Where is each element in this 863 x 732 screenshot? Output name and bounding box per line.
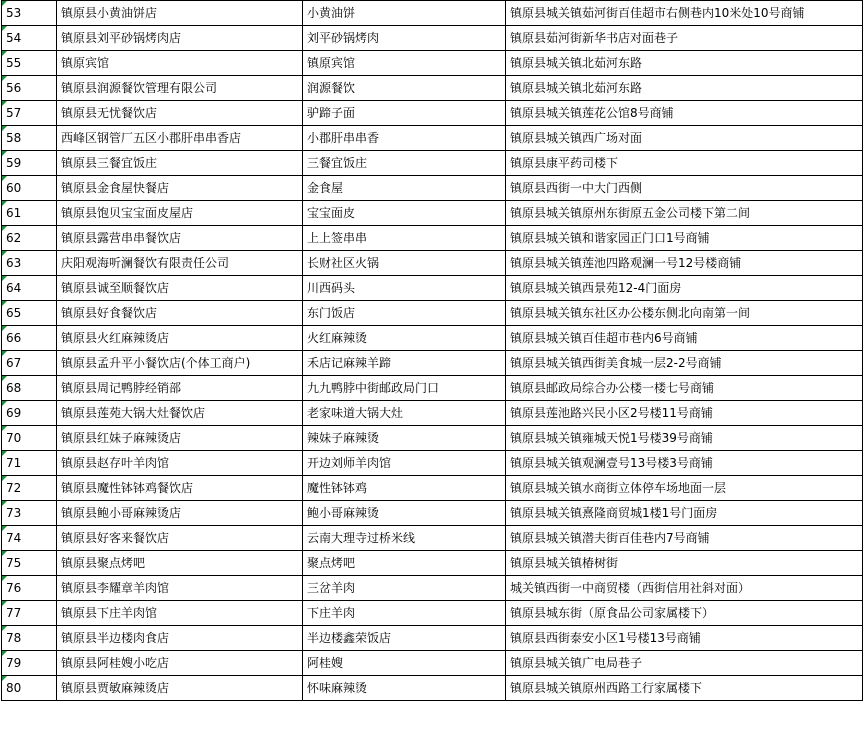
business-name-cell[interactable]: 镇原县魔性钵钵鸡餐饮店: [57, 476, 303, 501]
row-number-cell[interactable]: 60: [2, 176, 57, 201]
brand-name-cell[interactable]: 川西码头: [303, 276, 506, 301]
table-row: [2, 301, 863, 326]
row-number-cell[interactable]: 70: [2, 426, 57, 451]
brand-name-cell[interactable]: 宝宝面皮: [303, 201, 506, 226]
row-number-cell[interactable]: 72: [2, 476, 57, 501]
row-number-cell[interactable]: 74: [2, 526, 57, 551]
brand-name-cell[interactable]: 下庄羊肉: [303, 601, 506, 626]
address-cell[interactable]: 镇原县城关镇原州东街原五金公司楼下第二间: [506, 201, 863, 226]
row-number-cell[interactable]: 66: [2, 326, 57, 351]
business-name-cell[interactable]: 镇原县赵存叶羊肉馆: [57, 451, 303, 476]
business-name-cell[interactable]: 镇原县饱贝宝宝面皮屋店: [57, 201, 303, 226]
brand-name-cell[interactable]: 禾店记麻辣羊蹄: [303, 351, 506, 376]
business-name-cell[interactable]: 镇原县聚点烤吧: [57, 551, 303, 576]
brand-name-cell[interactable]: 刘平砂锅烤肉: [303, 26, 506, 51]
brand-name-cell[interactable]: 长财社区火锅: [303, 251, 506, 276]
brand-name-cell[interactable]: 半边楼鑫荣饭店: [303, 626, 506, 651]
table-row: [2, 276, 863, 301]
business-name-cell[interactable]: 镇原县鲍小哥麻辣烫店: [57, 501, 303, 526]
row-number-cell[interactable]: 73: [2, 501, 57, 526]
address-cell[interactable]: 镇原县城关镇熹隆商贸城1楼1号门面房: [506, 501, 863, 526]
business-name-cell[interactable]: 镇原县无忧餐饮店: [57, 101, 303, 126]
table-row: [2, 676, 863, 701]
address-cell[interactable]: 镇原县城关镇西广场对面: [506, 126, 863, 151]
business-name-cell[interactable]: 镇原宾馆: [57, 51, 303, 76]
business-name-cell[interactable]: 镇原县贾敏麻辣烫店: [57, 676, 303, 701]
table-row: [2, 1, 863, 26]
address-cell[interactable]: 镇原县城关镇北茹河东路: [506, 76, 863, 101]
table-row: [2, 176, 863, 201]
business-name-cell[interactable]: 镇原县孟升平小餐饮店(个体工商户): [57, 351, 303, 376]
brand-name-cell[interactable]: 上上签串串: [303, 226, 506, 251]
row-number-cell[interactable]: 53: [2, 1, 57, 26]
brand-name-cell[interactable]: 驴蹄子面: [303, 101, 506, 126]
brand-name-cell[interactable]: 小黄油饼: [303, 1, 506, 26]
brand-name-cell[interactable]: 三餐宜饭庄: [303, 151, 506, 176]
table-row: [2, 601, 863, 626]
address-cell[interactable]: 镇原县城关镇观澜壹号13号楼3号商铺: [506, 451, 863, 476]
table-row: [2, 401, 863, 426]
table-row: [2, 101, 863, 126]
table-row: [2, 51, 863, 76]
brand-name-cell[interactable]: 老家味道大锅大灶: [303, 401, 506, 426]
brand-name-cell[interactable]: 开边刘师羊肉馆: [303, 451, 506, 476]
row-number-cell[interactable]: 56: [2, 76, 57, 101]
row-number-cell[interactable]: 67: [2, 351, 57, 376]
row-number-cell[interactable]: 58: [2, 126, 57, 151]
table-row: [2, 426, 863, 451]
business-name-cell[interactable]: 镇原县润源餐饮管理有限公司: [57, 76, 303, 101]
row-number-cell[interactable]: 77: [2, 601, 57, 626]
table-row: [2, 26, 863, 51]
row-number-cell[interactable]: 59: [2, 151, 57, 176]
row-number-cell[interactable]: 76: [2, 576, 57, 601]
table-row: [2, 651, 863, 676]
address-cell[interactable]: 镇原县城关镇广电局巷子: [506, 651, 863, 676]
brand-name-cell[interactable]: 金食屋: [303, 176, 506, 201]
address-cell[interactable]: 镇原县城关镇潜夫街百佳巷内7号商铺: [506, 526, 863, 551]
row-number-cell[interactable]: 71: [2, 451, 57, 476]
row-number-cell[interactable]: 79: [2, 651, 57, 676]
business-name-cell[interactable]: 庆阳观海听澜餐饮有限责任公司: [57, 251, 303, 276]
business-name-cell[interactable]: 镇原县下庄羊肉馆: [57, 601, 303, 626]
business-name-cell[interactable]: 镇原县红妹子麻辣烫店: [57, 426, 303, 451]
business-name-cell[interactable]: 镇原县小黄油饼店: [57, 1, 303, 26]
row-number-cell[interactable]: 54: [2, 26, 57, 51]
brand-name-cell[interactable]: 火红麻辣烫: [303, 326, 506, 351]
business-name-cell[interactable]: 镇原县好客来餐饮店: [57, 526, 303, 551]
address-cell[interactable]: 镇原县城东街（原食品公司家属楼下）: [506, 601, 863, 626]
business-name-cell[interactable]: 镇原县阿桂嫂小吃店: [57, 651, 303, 676]
business-name-cell[interactable]: 镇原县露营串串餐饮店: [57, 226, 303, 251]
address-cell[interactable]: 镇原县邮政局综合办公楼一楼七号商铺: [506, 376, 863, 401]
business-name-cell[interactable]: 镇原县李耀章羊肉馆: [57, 576, 303, 601]
address-cell[interactable]: 镇原县城关镇西景苑12-4门面房: [506, 276, 863, 301]
business-name-cell[interactable]: 镇原县周记鸭脖经销部: [57, 376, 303, 401]
table-row: [2, 226, 863, 251]
brand-name-cell[interactable]: 九九鸭脖中街邮政局门口: [303, 376, 506, 401]
address-cell[interactable]: 镇原县城关镇水商街立体停车场地面一层: [506, 476, 863, 501]
row-number-cell[interactable]: 61: [2, 201, 57, 226]
business-name-cell[interactable]: 镇原县莲苑大锅大灶餐饮店: [57, 401, 303, 426]
row-number-cell[interactable]: 62: [2, 226, 57, 251]
brand-name-cell[interactable]: 阿桂嫂: [303, 651, 506, 676]
table-row: [2, 376, 863, 401]
address-cell[interactable]: 镇原县城关镇椿树街: [506, 551, 863, 576]
brand-name-cell[interactable]: 镇原宾馆: [303, 51, 506, 76]
brand-name-cell[interactable]: 三岔羊肉: [303, 576, 506, 601]
brand-name-cell[interactable]: 鲍小哥麻辣烫: [303, 501, 506, 526]
table-body: [2, 1, 863, 701]
business-name-cell[interactable]: 镇原县火红麻辣烫店: [57, 326, 303, 351]
brand-name-cell[interactable]: 小郡肝串串香: [303, 126, 506, 151]
table-row: [2, 551, 863, 576]
address-cell[interactable]: 镇原县城关镇茹河街百佳超市右侧巷内10米处10号商铺: [506, 1, 863, 26]
table-row: [2, 251, 863, 276]
table-row: [2, 501, 863, 526]
address-cell[interactable]: 城关镇西街一中商贸楼（西街信用社斜对面）: [506, 576, 863, 601]
table-row: [2, 201, 863, 226]
row-number-cell[interactable]: 57: [2, 101, 57, 126]
table-row: [2, 476, 863, 501]
address-cell[interactable]: 镇原县城关镇原州西路工行家属楼下: [506, 676, 863, 701]
brand-name-cell[interactable]: 怀味麻辣烫: [303, 676, 506, 701]
brand-name-cell[interactable]: 辣妹子麻辣烫: [303, 426, 506, 451]
business-name-cell[interactable]: 镇原县三餐宜饭庄: [57, 151, 303, 176]
brand-name-cell[interactable]: 聚点烤吧: [303, 551, 506, 576]
table-row: [2, 626, 863, 651]
business-name-cell[interactable]: 西峰区钢管厂五区小郡肝串串香店: [57, 126, 303, 151]
brand-name-cell[interactable]: 润源餐饮: [303, 76, 506, 101]
row-number-cell[interactable]: 80: [2, 676, 57, 701]
address-cell[interactable]: 镇原县城关镇百佳超市巷内6号商铺: [506, 326, 863, 351]
table-row: [2, 576, 863, 601]
address-cell[interactable]: 镇原县西街一中大门西侧: [506, 176, 863, 201]
table-row: [2, 76, 863, 101]
brand-name-cell[interactable]: 云南大理寺过桥米线: [303, 526, 506, 551]
table-row: [2, 526, 863, 551]
row-number-cell[interactable]: 69: [2, 401, 57, 426]
address-cell[interactable]: 镇原县城关镇北茹河东路: [506, 51, 863, 76]
row-number-cell[interactable]: 63: [2, 251, 57, 276]
table-row: [2, 451, 863, 476]
row-number-cell[interactable]: 78: [2, 626, 57, 651]
brand-name-cell[interactable]: 东门饭店: [303, 301, 506, 326]
address-cell[interactable]: 镇原县城关镇东社区办公楼东侧北向南第一间: [506, 301, 863, 326]
table-row: [2, 326, 863, 351]
address-cell[interactable]: 镇原县城关镇莲池四路观澜一号12号楼商铺: [506, 251, 863, 276]
brand-name-cell[interactable]: 魔性钵钵鸡: [303, 476, 506, 501]
address-cell[interactable]: 镇原县康平药司楼下: [506, 151, 863, 176]
business-name-cell[interactable]: 镇原县诚至顺餐饮店: [57, 276, 303, 301]
row-number-cell[interactable]: 65: [2, 301, 57, 326]
business-name-cell[interactable]: 镇原县好食餐饮店: [57, 301, 303, 326]
address-cell[interactable]: 镇原县西街泰安小区1号楼13号商铺: [506, 626, 863, 651]
business-name-cell[interactable]: 镇原县刘平砂锅烤肉店: [57, 26, 303, 51]
address-cell[interactable]: 镇原县城关镇和谐家园正门口1号商铺: [506, 226, 863, 251]
business-name-cell[interactable]: 镇原县半边楼肉食店: [57, 626, 303, 651]
row-number-cell[interactable]: 75: [2, 551, 57, 576]
table-row: [2, 151, 863, 176]
row-number-cell[interactable]: 68: [2, 376, 57, 401]
table-row: [2, 351, 863, 376]
address-cell[interactable]: 镇原县莲池路兴民小区2号楼11号商铺: [506, 401, 863, 426]
address-cell[interactable]: 镇原县城关镇西街美食城一层2-2号商铺: [506, 351, 863, 376]
row-number-cell[interactable]: 64: [2, 276, 57, 301]
business-name-cell[interactable]: 镇原县金食屋快餐店: [57, 176, 303, 201]
address-cell[interactable]: 镇原县城关镇莲花公馆8号商铺: [506, 101, 863, 126]
address-cell[interactable]: 镇原县茹河街新华书店对面巷子: [506, 26, 863, 51]
restaurant-table: [1, 0, 863, 701]
row-number-cell[interactable]: 55: [2, 51, 57, 76]
table-row: [2, 126, 863, 151]
address-cell[interactable]: 镇原县城关镇雍城天悦1号楼39号商铺: [506, 426, 863, 451]
